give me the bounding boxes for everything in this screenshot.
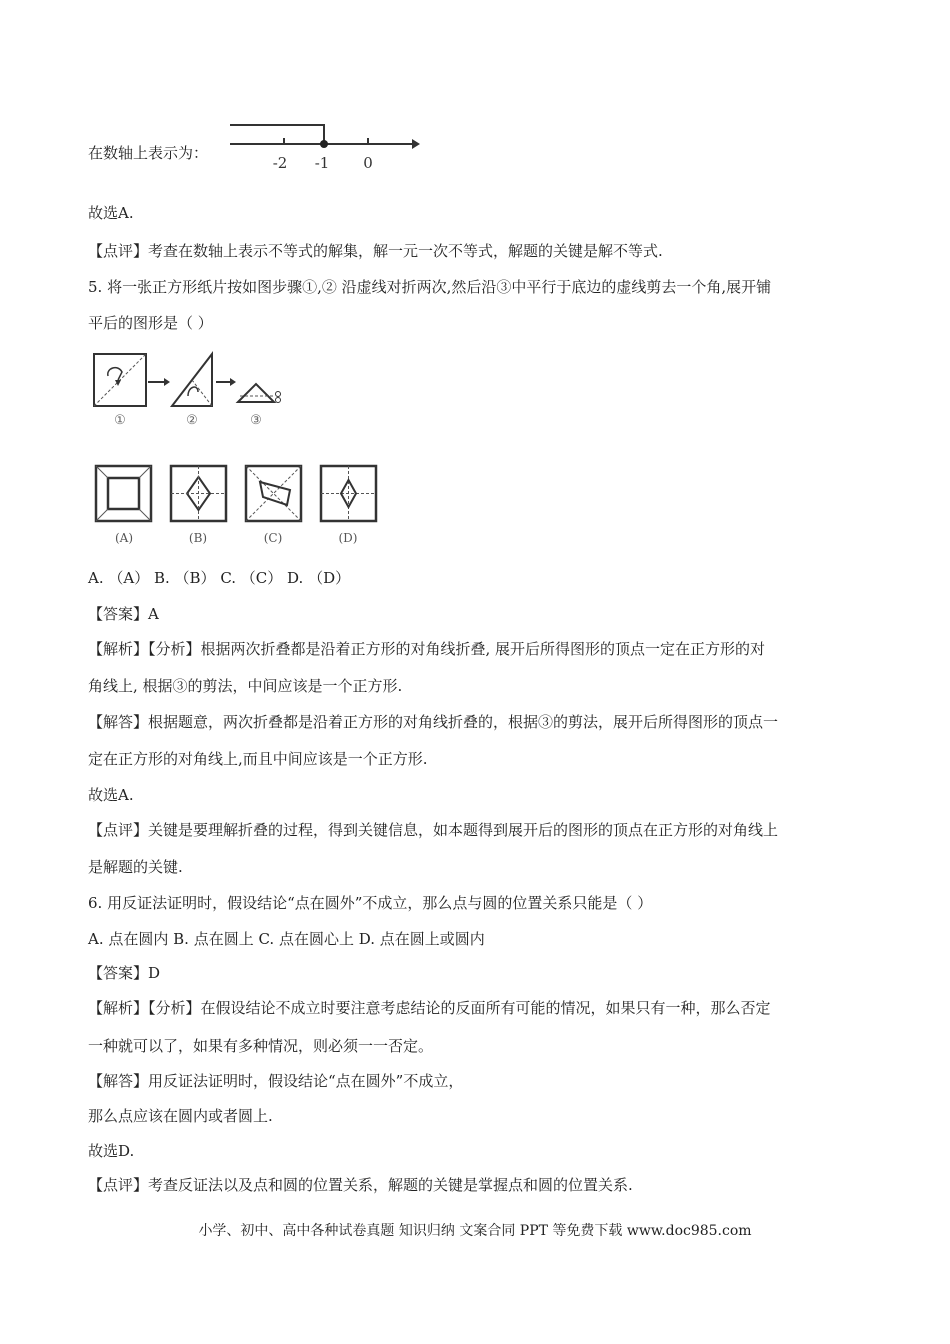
q5-analysis-line2: 角线上, 根据③的剪法，中间应该是一个正方形. bbox=[88, 677, 403, 695]
q6-comment: 【点评】考查反证法以及点和圆的位置关系，解题的关键是掌握点和圆的位置关系. bbox=[88, 1176, 633, 1194]
q5-comment-line1: 【点评】关键是要理解折叠的过程，得到关键信息，如本题得到展开后的图形的顶点在正方形的对角线上 bbox=[88, 821, 779, 839]
number-line-figure bbox=[226, 116, 422, 174]
option-a-figure bbox=[96, 466, 151, 545]
option-c-label: (C) bbox=[263, 531, 283, 545]
q5-choice: 故选A. bbox=[88, 786, 134, 804]
q4-choice: 故选A. bbox=[88, 204, 134, 222]
option-d-figure bbox=[321, 466, 376, 545]
step-label: ① bbox=[114, 413, 126, 428]
step-label: ③ bbox=[250, 413, 262, 428]
options-figure bbox=[88, 462, 388, 550]
q5-solution-line2: 定在正方形的对角线上,而且中间应该是一个正方形. bbox=[88, 750, 428, 768]
q6-choice: 故选D. bbox=[88, 1142, 135, 1160]
q6-solution-line1: 【解答】用反证法证明时，假设结论“点在圆外”不成立， bbox=[88, 1072, 464, 1090]
q6-analysis-line1: 【解析】【分析】在假设结论不成立时要注意考虑结论的反面所有可能的情况，如果只有一种，那么否定 bbox=[88, 999, 771, 1017]
option-a-label: (A) bbox=[114, 531, 134, 545]
option-c-figure bbox=[246, 466, 301, 545]
q5-answer: 【答案】A bbox=[88, 605, 159, 623]
q5-options: A. （A） B. （B） C. （C） D. （D） bbox=[88, 569, 351, 587]
option-b-figure bbox=[171, 466, 226, 545]
q5-analysis-line1: 【解析】【分析】根据两次折叠都是沿着正方形的对角线折叠, 展开后所得图形的顶点一定在正方形的对 bbox=[88, 640, 766, 658]
option-b-label: (B) bbox=[188, 531, 208, 545]
number-line-caption: 在数轴上表示为： bbox=[88, 144, 209, 162]
tick-label: -1 bbox=[314, 154, 330, 172]
q5-comment-line2: 是解题的关键. bbox=[88, 858, 183, 876]
q4-comment: 【点评】考查在数轴上表示不等式的解集，解一元一次不等式，解题的关键是解不等式. bbox=[88, 242, 663, 260]
q5-solution-line1: 【解答】根据题意，两次折叠都是沿着正方形的对角线折叠的，根据③的剪法，展开后所得图形的顶点一 bbox=[88, 713, 779, 731]
step-label: ② bbox=[186, 413, 198, 428]
page-footer: 小学、初中、高中各种试卷真题 知识归纳 文案合同 PPT 等免费下载 www.doc985.com bbox=[198, 1223, 752, 1239]
tick-label: -2 bbox=[272, 154, 288, 172]
q6-stem: 6. 用反证法证明时，假设结论“点在圆外”不成立，那么点与圆的位置关系只能是（ ） bbox=[88, 894, 653, 912]
q6-options: A. 点在圆内 B. 点在圆上 C. 点在圆心上 D. 点在圆上或圆内 bbox=[88, 930, 485, 948]
folding-steps-figure bbox=[88, 350, 288, 430]
q6-solution-line2: 那么点应该在圆内或者圆上. bbox=[88, 1107, 273, 1125]
q6-analysis-line2: 一种就可以了，如果有多种情况，则必须一一否定。 bbox=[88, 1037, 434, 1055]
option-d-label: (D) bbox=[338, 531, 358, 545]
q5-stem-line2: 平后的图形是（ ） bbox=[88, 314, 213, 332]
tick-label: 0 bbox=[363, 154, 373, 172]
q5-stem-line1: 5. 将一张正方形纸片按如图步骤①,② 沿虚线对折两次,然后沿③中平行于底边的虚线剪去一个角,展开铺 bbox=[88, 278, 772, 296]
q6-answer: 【答案】D bbox=[88, 964, 161, 982]
